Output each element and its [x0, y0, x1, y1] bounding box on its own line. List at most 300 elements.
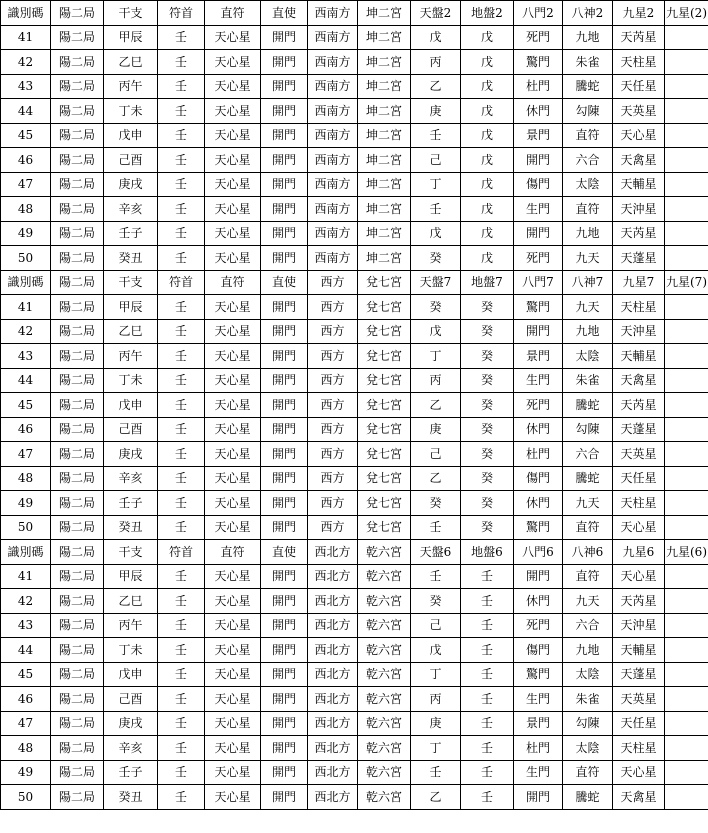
cell-jiuxing: 天芮星 [613, 393, 665, 418]
cell-zhifu: 天心星 [205, 613, 261, 638]
cell-zhishi: 開門 [261, 74, 308, 99]
cell-bamen: 杜門 [514, 74, 563, 99]
cell-id: 48 [1, 736, 51, 761]
cell-jiuxing: 天輔星 [613, 344, 665, 369]
cell-palace: 乾六宮 [358, 589, 411, 614]
cell-jiuxing-extra [665, 785, 708, 810]
cell-palace: 乾六宮 [358, 736, 411, 761]
cell-zhishi: 開門 [261, 25, 308, 50]
cell-dipan: 戊 [461, 148, 514, 173]
cell-jiuxing-extra [665, 295, 708, 320]
cell-dipan: 癸 [461, 393, 514, 418]
cell-palace: 乾六宮 [358, 687, 411, 712]
cell-fushou: 壬 [158, 662, 205, 687]
cell-zhishi: 開門 [261, 687, 308, 712]
cell-direction: 西方 [308, 295, 358, 320]
cell-direction: 西方 [308, 368, 358, 393]
cell-ganzhi: 癸丑 [104, 246, 158, 271]
header-cell-fushou: 符首 [158, 270, 205, 295]
cell-zhishi: 開門 [261, 564, 308, 589]
cell-bamen: 死門 [514, 613, 563, 638]
cell-bamen: 休門 [514, 589, 563, 614]
cell-ganzhi: 庚戌 [104, 172, 158, 197]
table-row [1, 687, 708, 712]
cell-ganzhi: 癸丑 [104, 515, 158, 540]
cell-jiuxing: 天英星 [613, 442, 665, 467]
cell-id: 45 [1, 393, 51, 418]
cell-id: 50 [1, 515, 51, 540]
cell-jiuxing: 天沖星 [613, 613, 665, 638]
table-row [1, 368, 708, 393]
cell-id: 49 [1, 221, 51, 246]
cell-zhishi: 開門 [261, 589, 308, 614]
cell-tianpan: 乙 [411, 393, 461, 418]
cell-tianpan: 乙 [411, 466, 461, 491]
cell-bamen: 休門 [514, 417, 563, 442]
cell-bamen: 傷門 [514, 466, 563, 491]
cell-direction: 西南方 [308, 99, 358, 124]
cell-jiuxing: 天禽星 [613, 785, 665, 810]
cell-zhifu: 天心星 [205, 295, 261, 320]
cell-zhishi: 開門 [261, 785, 308, 810]
cell-zhishi: 開門 [261, 50, 308, 75]
header-cell-tianpan: 天盤6 [411, 540, 461, 565]
cell-jiuxing: 天柱星 [613, 491, 665, 516]
cell-zhishi: 開門 [261, 295, 308, 320]
cell-palace: 乾六宮 [358, 638, 411, 663]
cell-bashen: 勾陳 [563, 711, 613, 736]
cell-bamen: 開門 [514, 785, 563, 810]
cell-id: 41 [1, 564, 51, 589]
cell-dipan: 癸 [461, 344, 514, 369]
cell-jiuxing-extra [665, 736, 708, 761]
cell-ju: 陽二局 [51, 393, 104, 418]
cell-tianpan: 癸 [411, 246, 461, 271]
cell-jiuxing: 天芮星 [613, 221, 665, 246]
cell-ju: 陽二局 [51, 148, 104, 173]
cell-ju: 陽二局 [51, 491, 104, 516]
cell-jiuxing: 天柱星 [613, 295, 665, 320]
header-cell-jiuxing: 九星2 [613, 1, 665, 26]
header-cell-bamen: 八門2 [514, 1, 563, 26]
cell-direction: 西北方 [308, 711, 358, 736]
cell-zhishi: 開門 [261, 760, 308, 785]
cell-dipan: 壬 [461, 711, 514, 736]
cell-jiuxing: 天柱星 [613, 736, 665, 761]
cell-id: 43 [1, 344, 51, 369]
cell-jiuxing-extra [665, 613, 708, 638]
cell-bamen: 開門 [514, 319, 563, 344]
table-row [1, 221, 708, 246]
header-cell-bamen: 八門7 [514, 270, 563, 295]
cell-ju: 陽二局 [51, 25, 104, 50]
table-row [1, 589, 708, 614]
cell-ju: 陽二局 [51, 662, 104, 687]
cell-ganzhi: 乙巳 [104, 319, 158, 344]
cell-tianpan: 庚 [411, 711, 461, 736]
cell-jiuxing-extra [665, 99, 708, 124]
cell-dipan: 癸 [461, 319, 514, 344]
table-row [1, 736, 708, 761]
table-row [1, 172, 708, 197]
header-cell-id: 識別碼 [1, 540, 51, 565]
cell-jiuxing-extra [665, 466, 708, 491]
cell-zhifu: 天心星 [205, 785, 261, 810]
cell-palace: 乾六宮 [358, 785, 411, 810]
cell-palace: 坤二宮 [358, 74, 411, 99]
cell-bashen: 直符 [563, 564, 613, 589]
cell-ganzhi: 丁未 [104, 638, 158, 663]
cell-ganzhi: 丙午 [104, 74, 158, 99]
cell-id: 46 [1, 687, 51, 712]
table-row [1, 466, 708, 491]
cell-ju: 陽二局 [51, 295, 104, 320]
cell-zhishi: 開門 [261, 417, 308, 442]
table-row [1, 711, 708, 736]
cell-jiuxing-extra [665, 246, 708, 271]
cell-ganzhi: 辛亥 [104, 736, 158, 761]
cell-zhifu: 天心星 [205, 515, 261, 540]
cell-direction: 西北方 [308, 638, 358, 663]
cell-ganzhi: 乙巳 [104, 589, 158, 614]
cell-bashen: 朱雀 [563, 368, 613, 393]
cell-fushou: 壬 [158, 393, 205, 418]
cell-zhishi: 開門 [261, 99, 308, 124]
header-cell-jiuxing-extra: 九星(7) [665, 270, 708, 295]
cell-zhishi: 開門 [261, 197, 308, 222]
cell-jiuxing-extra [665, 74, 708, 99]
cell-tianpan: 乙 [411, 785, 461, 810]
header-cell-direction: 西南方 [308, 1, 358, 26]
cell-tianpan: 戊 [411, 319, 461, 344]
cell-dipan: 壬 [461, 736, 514, 761]
cell-tianpan: 壬 [411, 197, 461, 222]
header-cell-direction: 西方 [308, 270, 358, 295]
cell-id: 50 [1, 785, 51, 810]
cell-direction: 西方 [308, 319, 358, 344]
cell-id: 46 [1, 148, 51, 173]
cell-id: 44 [1, 638, 51, 663]
header-cell-id: 識別碼 [1, 270, 51, 295]
cell-fushou: 壬 [158, 148, 205, 173]
cell-fushou: 壬 [158, 221, 205, 246]
cell-dipan: 癸 [461, 466, 514, 491]
header-cell-id: 識別碼 [1, 1, 51, 26]
cell-jiuxing: 天禽星 [613, 148, 665, 173]
cell-zhifu: 天心星 [205, 123, 261, 148]
cell-tianpan: 壬 [411, 515, 461, 540]
cell-fushou: 壬 [158, 515, 205, 540]
cell-zhifu: 天心星 [205, 99, 261, 124]
cell-jiuxing-extra [665, 589, 708, 614]
table-row [1, 197, 708, 222]
cell-bashen: 騰蛇 [563, 393, 613, 418]
cell-jiuxing: 天英星 [613, 687, 665, 712]
header-cell-dipan: 地盤7 [461, 270, 514, 295]
header-cell-bamen: 八門6 [514, 540, 563, 565]
cell-palace: 坤二宮 [358, 172, 411, 197]
cell-jiuxing-extra [665, 417, 708, 442]
cell-ju: 陽二局 [51, 613, 104, 638]
header-cell-zhishi: 直使 [261, 540, 308, 565]
cell-zhifu: 天心星 [205, 74, 261, 99]
header-cell-palace: 乾六宮 [358, 540, 411, 565]
cell-zhifu: 天心星 [205, 197, 261, 222]
cell-zhifu: 天心星 [205, 638, 261, 663]
header-cell-ganzhi: 干支 [104, 1, 158, 26]
cell-jiuxing-extra [665, 148, 708, 173]
cell-direction: 西南方 [308, 123, 358, 148]
cell-jiuxing: 天柱星 [613, 50, 665, 75]
cell-bashen: 騰蛇 [563, 466, 613, 491]
cell-tianpan: 壬 [411, 123, 461, 148]
cell-dipan: 癸 [461, 515, 514, 540]
cell-palace: 坤二宮 [358, 246, 411, 271]
cell-dipan: 壬 [461, 760, 514, 785]
cell-id: 47 [1, 172, 51, 197]
cell-bashen: 朱雀 [563, 50, 613, 75]
cell-zhishi: 開門 [261, 344, 308, 369]
cell-ganzhi: 己酉 [104, 687, 158, 712]
cell-zhifu: 天心星 [205, 393, 261, 418]
table-row [1, 319, 708, 344]
cell-ju: 陽二局 [51, 785, 104, 810]
cell-id: 41 [1, 295, 51, 320]
cell-fushou: 壬 [158, 368, 205, 393]
cell-direction: 西南方 [308, 50, 358, 75]
cell-tianpan: 癸 [411, 295, 461, 320]
table-row [1, 760, 708, 785]
table-row [1, 613, 708, 638]
cell-palace: 乾六宮 [358, 711, 411, 736]
table-row [1, 417, 708, 442]
cell-bamen: 生門 [514, 197, 563, 222]
cell-ju: 陽二局 [51, 442, 104, 467]
cell-ganzhi: 庚戌 [104, 442, 158, 467]
cell-direction: 西北方 [308, 564, 358, 589]
header-cell-jiuxing-extra: 九星(6) [665, 540, 708, 565]
cell-tianpan: 癸 [411, 491, 461, 516]
cell-ju: 陽二局 [51, 123, 104, 148]
cell-id: 47 [1, 711, 51, 736]
cell-jiuxing-extra [665, 344, 708, 369]
cell-id: 44 [1, 368, 51, 393]
cell-id: 50 [1, 246, 51, 271]
cell-bamen: 傷門 [514, 638, 563, 663]
cell-direction: 西北方 [308, 613, 358, 638]
cell-zhishi: 開門 [261, 466, 308, 491]
table-row [1, 515, 708, 540]
cell-dipan: 壬 [461, 638, 514, 663]
cell-zhifu: 天心星 [205, 711, 261, 736]
cell-jiuxing-extra [665, 221, 708, 246]
cell-palace: 乾六宮 [358, 613, 411, 638]
cell-direction: 西北方 [308, 760, 358, 785]
cell-zhifu: 天心星 [205, 25, 261, 50]
cell-palace: 兌七宮 [358, 393, 411, 418]
header-cell-jiuxing: 九星6 [613, 540, 665, 565]
cell-tianpan: 戊 [411, 221, 461, 246]
cell-fushou: 壬 [158, 246, 205, 271]
cell-ganzhi: 戊申 [104, 662, 158, 687]
cell-jiuxing-extra [665, 172, 708, 197]
cell-direction: 西方 [308, 466, 358, 491]
header-cell-ju: 陽二局 [51, 270, 104, 295]
cell-bashen: 九地 [563, 638, 613, 663]
cell-fushou: 壬 [158, 711, 205, 736]
cell-ju: 陽二局 [51, 417, 104, 442]
cell-tianpan: 己 [411, 613, 461, 638]
cell-zhifu: 天心星 [205, 442, 261, 467]
cell-tianpan: 丙 [411, 687, 461, 712]
cell-id: 44 [1, 99, 51, 124]
cell-dipan: 戊 [461, 221, 514, 246]
cell-direction: 西方 [308, 417, 358, 442]
cell-fushou: 壬 [158, 466, 205, 491]
table-row [1, 25, 708, 50]
cell-dipan: 戊 [461, 99, 514, 124]
cell-zhishi: 開門 [261, 736, 308, 761]
cell-ju: 陽二局 [51, 172, 104, 197]
cell-direction: 西北方 [308, 687, 358, 712]
cell-bamen: 開門 [514, 221, 563, 246]
cell-ju: 陽二局 [51, 687, 104, 712]
cell-zhifu: 天心星 [205, 687, 261, 712]
cell-fushou: 壬 [158, 344, 205, 369]
cell-tianpan: 壬 [411, 760, 461, 785]
cell-jiuxing-extra [665, 687, 708, 712]
header-cell-palace: 坤二宮 [358, 1, 411, 26]
cell-jiuxing: 天輔星 [613, 638, 665, 663]
cell-id: 49 [1, 760, 51, 785]
cell-bashen: 六合 [563, 442, 613, 467]
cell-bashen: 直符 [563, 760, 613, 785]
cell-palace: 兌七宮 [358, 319, 411, 344]
cell-tianpan: 己 [411, 442, 461, 467]
cell-bamen: 景門 [514, 123, 563, 148]
cell-palace: 坤二宮 [358, 221, 411, 246]
cell-dipan: 癸 [461, 491, 514, 516]
cell-bamen: 驚門 [514, 662, 563, 687]
cell-bamen: 開門 [514, 148, 563, 173]
header-cell-zhifu: 直符 [205, 540, 261, 565]
cell-jiuxing-extra [665, 711, 708, 736]
cell-jiuxing-extra [665, 197, 708, 222]
cell-palace: 坤二宮 [358, 50, 411, 75]
cell-ganzhi: 庚戌 [104, 711, 158, 736]
header-cell-bashen: 八神2 [563, 1, 613, 26]
cell-dipan: 壬 [461, 564, 514, 589]
table-row [1, 99, 708, 124]
cell-bamen: 生門 [514, 368, 563, 393]
cell-tianpan: 丙 [411, 368, 461, 393]
header-cell-ganzhi: 干支 [104, 540, 158, 565]
cell-bashen: 朱雀 [563, 687, 613, 712]
cell-bashen: 九地 [563, 319, 613, 344]
cell-jiuxing-extra [665, 393, 708, 418]
table-row [1, 295, 708, 320]
cell-zhishi: 開門 [261, 442, 308, 467]
table-row [1, 564, 708, 589]
cell-bamen: 生門 [514, 687, 563, 712]
cell-zhifu: 天心星 [205, 368, 261, 393]
cell-ju: 陽二局 [51, 589, 104, 614]
cell-palace: 乾六宮 [358, 662, 411, 687]
cell-zhishi: 開門 [261, 172, 308, 197]
cell-fushou: 壬 [158, 687, 205, 712]
cell-tianpan: 癸 [411, 589, 461, 614]
cell-zhifu: 天心星 [205, 760, 261, 785]
header-cell-fushou: 符首 [158, 1, 205, 26]
cell-zhishi: 開門 [261, 515, 308, 540]
cell-ganzhi: 己酉 [104, 148, 158, 173]
cell-ju: 陽二局 [51, 466, 104, 491]
cell-zhifu: 天心星 [205, 736, 261, 761]
header-row [1, 540, 708, 565]
cell-bashen: 九天 [563, 295, 613, 320]
cell-dipan: 戊 [461, 172, 514, 197]
cell-jiuxing: 天英星 [613, 99, 665, 124]
cell-ganzhi: 壬子 [104, 221, 158, 246]
cell-ganzhi: 癸丑 [104, 785, 158, 810]
cell-bamen: 生門 [514, 760, 563, 785]
cell-bashen: 太陰 [563, 736, 613, 761]
cell-tianpan: 庚 [411, 99, 461, 124]
cell-ju: 陽二局 [51, 197, 104, 222]
cell-fushou: 壬 [158, 123, 205, 148]
cell-zhifu: 天心星 [205, 466, 261, 491]
cell-palace: 兌七宮 [358, 417, 411, 442]
cell-zhishi: 開門 [261, 246, 308, 271]
cell-zhishi: 開門 [261, 613, 308, 638]
cell-ganzhi: 戊申 [104, 123, 158, 148]
cell-ganzhi: 丁未 [104, 99, 158, 124]
cell-jiuxing: 天沖星 [613, 319, 665, 344]
cell-direction: 西南方 [308, 25, 358, 50]
cell-palace: 坤二宮 [358, 99, 411, 124]
cell-zhifu: 天心星 [205, 221, 261, 246]
cell-zhifu: 天心星 [205, 662, 261, 687]
cell-bamen: 驚門 [514, 295, 563, 320]
header-cell-bashen: 八神6 [563, 540, 613, 565]
cell-jiuxing: 天沖星 [613, 197, 665, 222]
cell-ju: 陽二局 [51, 564, 104, 589]
cell-ju: 陽二局 [51, 368, 104, 393]
table-row [1, 74, 708, 99]
cell-jiuxing-extra [665, 662, 708, 687]
cell-ju: 陽二局 [51, 50, 104, 75]
cell-tianpan: 戊 [411, 25, 461, 50]
cell-zhifu: 天心星 [205, 148, 261, 173]
cell-zhifu: 天心星 [205, 246, 261, 271]
cell-bamen: 杜門 [514, 442, 563, 467]
header-cell-fushou: 符首 [158, 540, 205, 565]
cell-jiuxing: 天禽星 [613, 368, 665, 393]
cell-zhishi: 開門 [261, 221, 308, 246]
cell-fushou: 壬 [158, 295, 205, 320]
cell-id: 41 [1, 25, 51, 50]
cell-ganzhi: 甲辰 [104, 564, 158, 589]
cell-ju: 陽二局 [51, 99, 104, 124]
cell-fushou: 壬 [158, 417, 205, 442]
cell-dipan: 戊 [461, 197, 514, 222]
cell-bashen: 六合 [563, 148, 613, 173]
cell-ganzhi: 壬子 [104, 760, 158, 785]
cell-bamen: 死門 [514, 25, 563, 50]
cell-bashen: 九天 [563, 491, 613, 516]
cell-direction: 西方 [308, 442, 358, 467]
cell-dipan: 戊 [461, 25, 514, 50]
